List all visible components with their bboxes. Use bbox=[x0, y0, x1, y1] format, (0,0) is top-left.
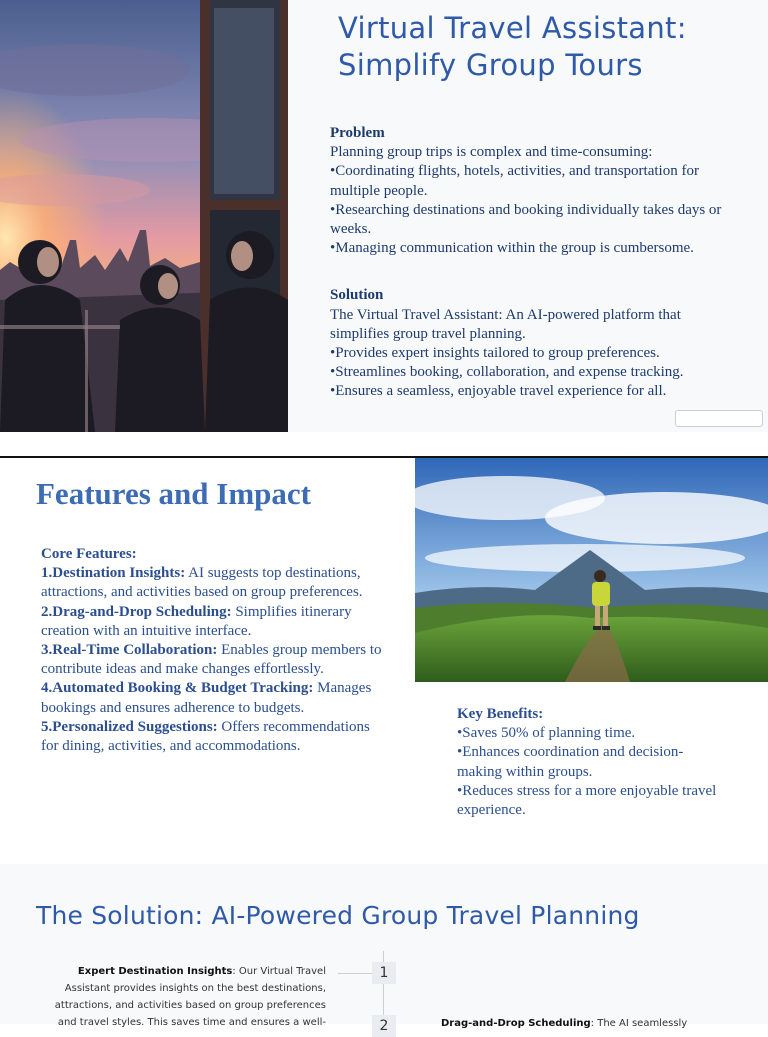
solution-bullet: •Provides expert insights tailored to group preferences. bbox=[330, 345, 660, 362]
rooftop-group-photo bbox=[0, 0, 288, 432]
problem-bullet: •Coordinating flights, hotels, activities, and transportation for multiple people. bbox=[330, 163, 699, 199]
feature-item bbox=[41, 641, 386, 679]
feature-text: AI suggests top destinations, attractions, and activities based on group preferences. bbox=[41, 565, 363, 601]
solution-bullet: •Ensures a seamless, enjoyable travel experience for all. bbox=[330, 383, 667, 400]
slide-ai-solution bbox=[0, 864, 768, 1034]
title-line-2: Simplify Group Tours bbox=[338, 48, 643, 82]
step-description: : The AI seamlessly bbox=[590, 1018, 688, 1029]
timeline-step-text bbox=[441, 1015, 711, 1032]
slide-title bbox=[338, 10, 758, 84]
feature-text: Enables group members to contribute ideas and make changes effortlessly. bbox=[41, 642, 382, 678]
slide-title: Features and Impact bbox=[36, 476, 311, 511]
timeline-step-number: 1 bbox=[372, 962, 396, 984]
step-label: Expert Destination Insights bbox=[77, 966, 233, 977]
benefit-item: •Reduces stress for a more enjoyable travel experience. bbox=[457, 782, 717, 819]
problem-solution-text bbox=[330, 124, 740, 402]
empty-text-box[interactable] bbox=[675, 410, 763, 427]
step-label: Drag-and-Drop Scheduling bbox=[441, 1018, 591, 1029]
feature-label: 5.Personalized Suggestions: bbox=[41, 718, 218, 735]
problem-bullet: •Researching destinations and booking individually takes days or weeks. bbox=[330, 201, 722, 238]
feature-text: Offers recommendations for dining, activities, and accommodations. bbox=[41, 718, 370, 755]
timeline-step-number: 2 bbox=[372, 1015, 396, 1037]
feature-item bbox=[41, 603, 386, 641]
benefit-item: •Enhances coordination and decision-making within groups. bbox=[457, 744, 684, 780]
slide-problem-solution bbox=[0, 0, 768, 432]
core-features-heading: Core Features: bbox=[41, 546, 137, 562]
feature-label: 2.Drag-and-Drop Scheduling: bbox=[41, 603, 232, 620]
title-line-1: Virtual Travel Assistant: bbox=[338, 11, 687, 45]
key-benefits-heading: Key Benefits: bbox=[457, 706, 544, 722]
feature-label: 1.Destination Insights: bbox=[41, 565, 186, 582]
core-features bbox=[41, 545, 386, 756]
problem-heading: Problem bbox=[330, 125, 385, 141]
timeline-connector bbox=[338, 973, 372, 974]
solution-intro: The Virtual Travel Assistant: An AI-powered platform that simplifies group travel planning. bbox=[330, 306, 681, 342]
problem-intro: Planning group trips is complex and time-consuming: bbox=[330, 144, 653, 161]
slide-features-impact bbox=[0, 458, 768, 862]
timeline-step-text bbox=[40, 963, 326, 1031]
mountain-hiker-photo bbox=[415, 458, 768, 682]
solution-heading: Solution bbox=[330, 287, 384, 304]
benefit-item: •Saves 50% of planning time. bbox=[457, 725, 636, 742]
feature-item bbox=[41, 718, 386, 756]
feature-label: 4.Automated Booking & Budget Tracking: bbox=[41, 680, 314, 697]
feature-text: Manages bookings and ensures adherence to budgets. bbox=[41, 680, 372, 716]
key-benefits bbox=[457, 705, 727, 820]
feature-item bbox=[41, 679, 386, 717]
feature-text: Simplifies itinerary creation with an intuitive interface. bbox=[41, 603, 352, 639]
slide-title: The Solution: AI-Powered Group Travel Planning bbox=[36, 901, 640, 930]
problem-bullet: •Managing communication within the group is cumbersome. bbox=[330, 240, 694, 257]
step-description: : Our Virtual Travel Assistant provides insights on the best destinations, attractions, and activities based on group preferences and travel styles. This saves time and ensures a well- bbox=[54, 966, 326, 1028]
feature-item bbox=[41, 564, 386, 602]
feature-label: 3.Real-Time Collaboration: bbox=[41, 642, 218, 659]
solution-bullet: •Streamlines booking, collaboration, and expense tracking. bbox=[330, 364, 684, 381]
